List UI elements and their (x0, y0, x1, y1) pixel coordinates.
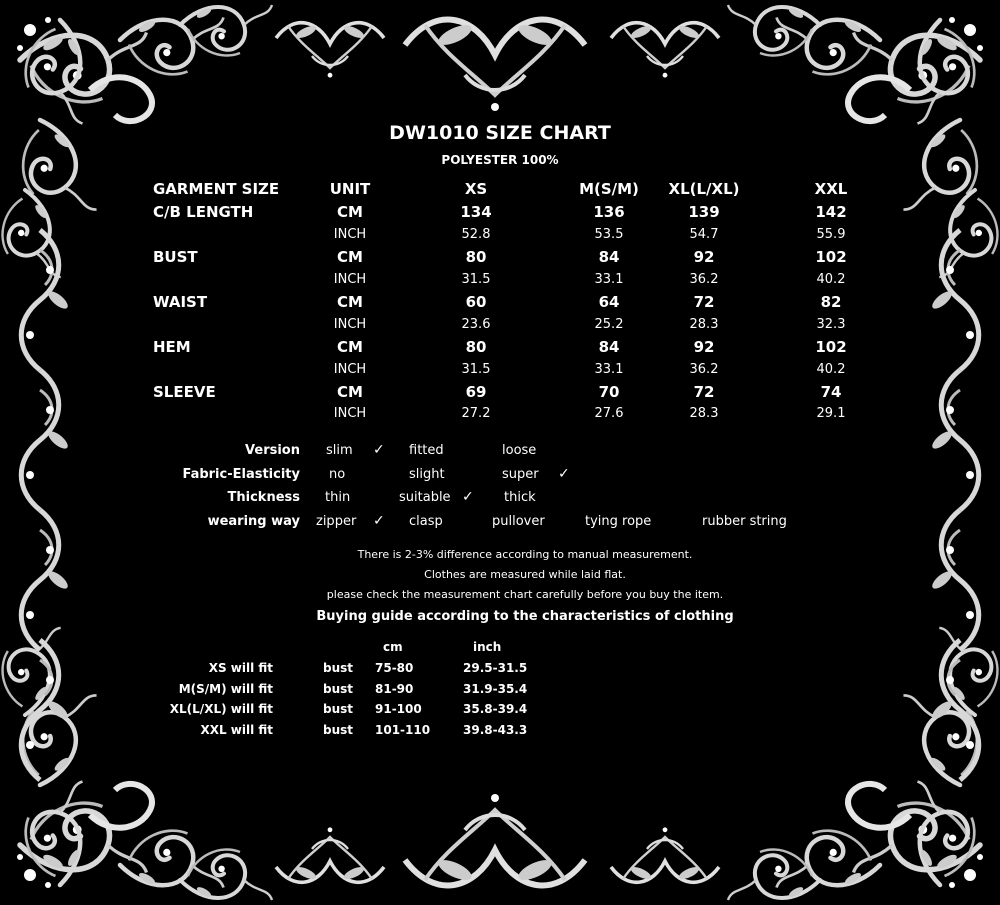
guide-part: bust (323, 702, 354, 716)
note-line: Clothes are measured while laid flat. (424, 568, 626, 581)
unit-cm: CM (337, 248, 363, 266)
attr-option: slim (326, 443, 353, 458)
unit-cm: CM (337, 203, 363, 221)
guide-size-label: XL(L/XL) will fit (169, 702, 273, 716)
guide-part: bust (323, 723, 354, 737)
unit-cm: CM (337, 338, 363, 356)
guide-cm-range: 101-110 (375, 723, 431, 737)
check-mark-icon: ✓ (373, 513, 385, 529)
buying-guide-title: Buying guide according to the characteristics of clothing (316, 609, 734, 624)
table-cell: 82 (820, 293, 842, 311)
attr-option: super (502, 467, 539, 482)
attr-option: rubber string (702, 514, 787, 529)
guide-inch-range: 29.5-31.5 (463, 661, 528, 675)
attr-option: loose (502, 443, 537, 458)
guide-header-cm: cm (383, 640, 403, 654)
header-garment-size: GARMENT SIZE (153, 180, 280, 198)
table-cell: 80 (465, 248, 487, 266)
header-xl: XL(L/XL) (668, 180, 740, 198)
check-mark-icon: ✓ (373, 442, 385, 458)
attr-label-elasticity: Fabric-Elasticity (182, 467, 300, 482)
material-subtitle: POLYESTER 100% (441, 153, 559, 167)
header-xs: XS (464, 180, 488, 198)
table-cell: 28.3 (689, 317, 719, 332)
table-cell: 53.5 (594, 227, 624, 242)
table-cell: 136 (593, 203, 625, 221)
table-cell: 74 (820, 383, 842, 401)
attr-option: fitted (409, 443, 444, 458)
table-cell: 142 (815, 203, 847, 221)
table-cell: 29.1 (816, 406, 846, 421)
table-cell: 55.9 (816, 227, 846, 242)
table-cell: 64 (598, 293, 620, 311)
attr-option: clasp (409, 514, 443, 529)
guide-cm-range: 91-100 (375, 702, 422, 716)
table-cell: 31.5 (461, 272, 491, 287)
unit-cm: CM (337, 293, 363, 311)
guide-header-inch: inch (473, 640, 502, 654)
table-cell: 69 (465, 383, 487, 401)
guide-cm-range: 75-80 (375, 661, 414, 675)
row-label-sleeve: SLEEVE (153, 383, 216, 401)
table-cell: 60 (465, 293, 487, 311)
table-cell: 72 (693, 383, 715, 401)
table-cell: 84 (598, 248, 620, 266)
attr-label-wearing-way: wearing way (207, 514, 300, 529)
attr-option: pullover (492, 514, 545, 529)
note-line: please check the measurement chart carefully before you buy the item. (326, 588, 724, 601)
attr-option: tying rope (585, 514, 652, 529)
attr-label-thickness: Thickness (227, 490, 300, 505)
unit-inch: INCH (333, 362, 367, 377)
table-cell: 25.2 (594, 317, 624, 332)
chart-title: DW1010 SIZE CHART (389, 122, 611, 144)
check-mark-icon: ✓ (462, 489, 474, 505)
attr-option: zipper (316, 514, 357, 529)
unit-inch: INCH (333, 317, 367, 332)
table-cell: 52.8 (461, 227, 491, 242)
unit-inch: INCH (333, 227, 367, 242)
note-line: There is 2-3% difference according to manual measurement. (357, 548, 693, 561)
unit-inch: INCH (333, 406, 367, 421)
guide-part: bust (323, 661, 354, 675)
check-mark-icon: ✓ (558, 466, 570, 482)
unit-inch: INCH (333, 272, 367, 287)
attr-label-version: Version (245, 443, 300, 458)
unit-cm: CM (337, 383, 363, 401)
header-unit: UNIT (329, 180, 371, 198)
table-cell: 36.2 (689, 272, 719, 287)
table-cell: 31.5 (461, 362, 491, 377)
attr-option: thin (325, 490, 351, 505)
attr-option: suitable (399, 490, 451, 505)
attr-option: slight (409, 467, 445, 482)
table-cell: 102 (815, 338, 847, 356)
header-xxl: XXL (814, 180, 848, 198)
table-cell: 28.3 (689, 406, 719, 421)
table-cell: 102 (815, 248, 847, 266)
table-cell: 54.7 (689, 227, 719, 242)
guide-cm-range: 81-90 (375, 682, 414, 696)
table-cell: 84 (598, 338, 620, 356)
table-cell: 92 (693, 338, 715, 356)
guide-part: bust (323, 682, 354, 696)
row-label-cb-length: C/B LENGTH (153, 203, 254, 221)
guide-inch-range: 39.8-43.3 (463, 723, 528, 737)
table-cell: 92 (693, 248, 715, 266)
table-cell: 33.1 (594, 272, 624, 287)
table-cell: 40.2 (816, 362, 846, 377)
table-cell: 72 (693, 293, 715, 311)
row-label-waist: WAIST (153, 293, 208, 311)
guide-inch-range: 35.8-39.4 (463, 702, 528, 716)
table-cell: 27.2 (461, 406, 491, 421)
attr-option: no (329, 467, 346, 482)
row-label-hem: HEM (153, 338, 191, 356)
guide-inch-range: 31.9-35.4 (463, 682, 528, 696)
attr-option: thick (504, 490, 536, 505)
table-cell: 40.2 (816, 272, 846, 287)
table-cell: 36.2 (689, 362, 719, 377)
table-cell: 32.3 (816, 317, 846, 332)
table-cell: 33.1 (594, 362, 624, 377)
guide-size-label: M(S/M) will fit (178, 682, 273, 696)
header-m: M(S/M) (579, 180, 639, 198)
guide-size-label: XS will fit (208, 661, 273, 675)
table-cell: 80 (465, 338, 487, 356)
table-cell: 70 (598, 383, 620, 401)
row-label-bust: BUST (153, 248, 198, 266)
table-cell: 139 (688, 203, 720, 221)
table-cell: 134 (460, 203, 492, 221)
table-cell: 23.6 (461, 317, 491, 332)
guide-size-label: XXL will fit (200, 723, 273, 737)
table-cell: 27.6 (594, 406, 624, 421)
